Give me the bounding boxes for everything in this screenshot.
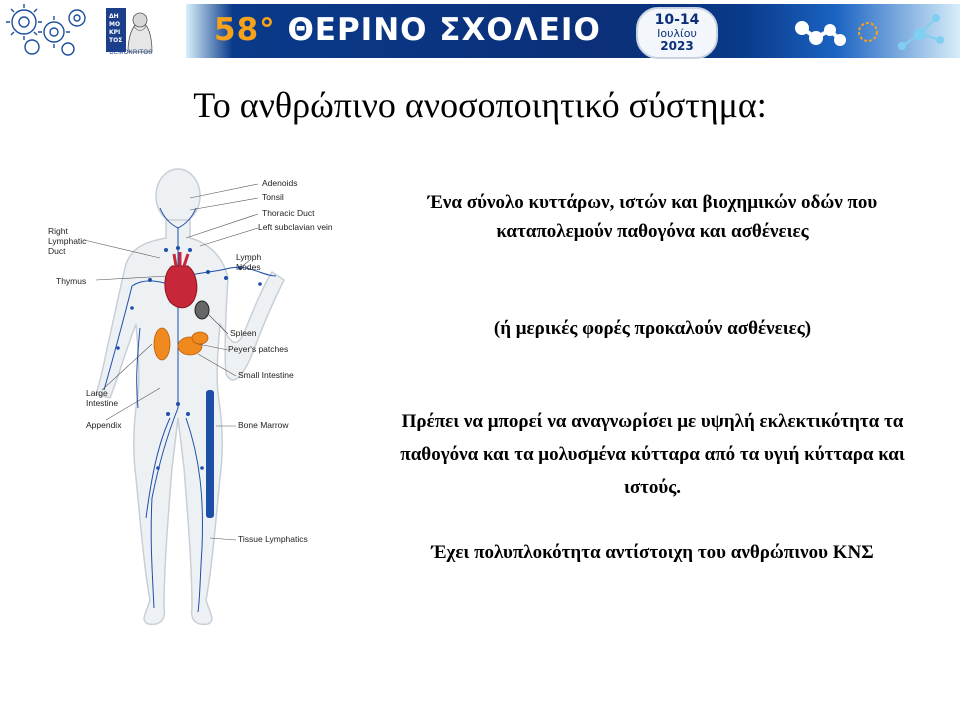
date-year: 2023 — [660, 39, 694, 53]
label-appendix: Appendix — [86, 420, 122, 430]
label-bone-marrow: Bone Marrow — [238, 420, 289, 430]
label-adenoids: Adenoids — [262, 178, 298, 188]
svg-text:ΔΗ: ΔΗ — [109, 13, 119, 20]
label-peyers-patches: Peyer's patches — [228, 344, 289, 354]
svg-text:ΤΟΣ: ΤΟΣ — [109, 37, 123, 44]
gears-logo-icon — [2, 2, 92, 58]
label-small-intestine: Small Intestine — [238, 370, 294, 380]
paragraph-definition-text: Ένα σύνολο κυττάρων, ιστών και βιοχημικών οδών που καταπολεμούν παθογόνα και ασθένειες — [427, 192, 878, 242]
label-tissue-lymphatics: Tissue Lymphatics — [238, 534, 308, 544]
paragraph-complexity: Έχει πολυπλοκότητα αντίστοιχη του ανθρώπινου ΚΝΣ — [431, 542, 874, 563]
label-left-subclavian-vein: Left subclavian vein — [258, 222, 333, 232]
date-month: Ιουλίου — [657, 27, 697, 40]
svg-text:ΚΡΙ: ΚΡΙ — [109, 29, 121, 36]
date-badge — [636, 7, 718, 59]
label-spleen: Spleen — [230, 328, 257, 338]
lymphatic-system-figure — [40, 168, 340, 638]
label-lymph-nodes: Lymph Nodes — [236, 252, 262, 272]
date-days: 10-14 — [654, 12, 700, 28]
molecule-icon — [790, 6, 960, 58]
edition-number: 58° — [214, 12, 276, 48]
label-thymus: Thymus — [56, 276, 87, 286]
label-tonsil: Tonsil — [262, 192, 284, 202]
label-right-lymphatic-duct: Right Lymphatic Duct — [48, 226, 87, 256]
label-large-intestine: Large Intestine — [86, 388, 119, 408]
header-banner — [0, 0, 960, 62]
school-title — [214, 12, 601, 48]
paragraph-definition — [380, 188, 925, 246]
paragraph-note-text: (ή μερικές φορές προκαλούν ασθένειες) — [493, 318, 812, 339]
page-title: Το ανθρώπινο ανοσοποιητικό σύστημα: — [193, 85, 767, 125]
paragraph-recognition: Πρέπει να μπορεί να αναγνωρίσει με υψηλή εκλεκτικότητα τα παθογόνα και τα μολυσμένα κύτταρα από τα υγιή κύτταρα και ιστούς. — [400, 411, 905, 498]
demokritos-label: DEMOKRITOS — [109, 50, 153, 56]
school-name: ΘΕΡΙΝΟ ΣΧΟΛΕΙΟ — [287, 12, 601, 48]
paragraph-note — [380, 314, 925, 343]
svg-text:ΜΟ: ΜΟ — [109, 21, 121, 28]
label-thoracic-duct: Thoracic Duct — [262, 208, 315, 218]
